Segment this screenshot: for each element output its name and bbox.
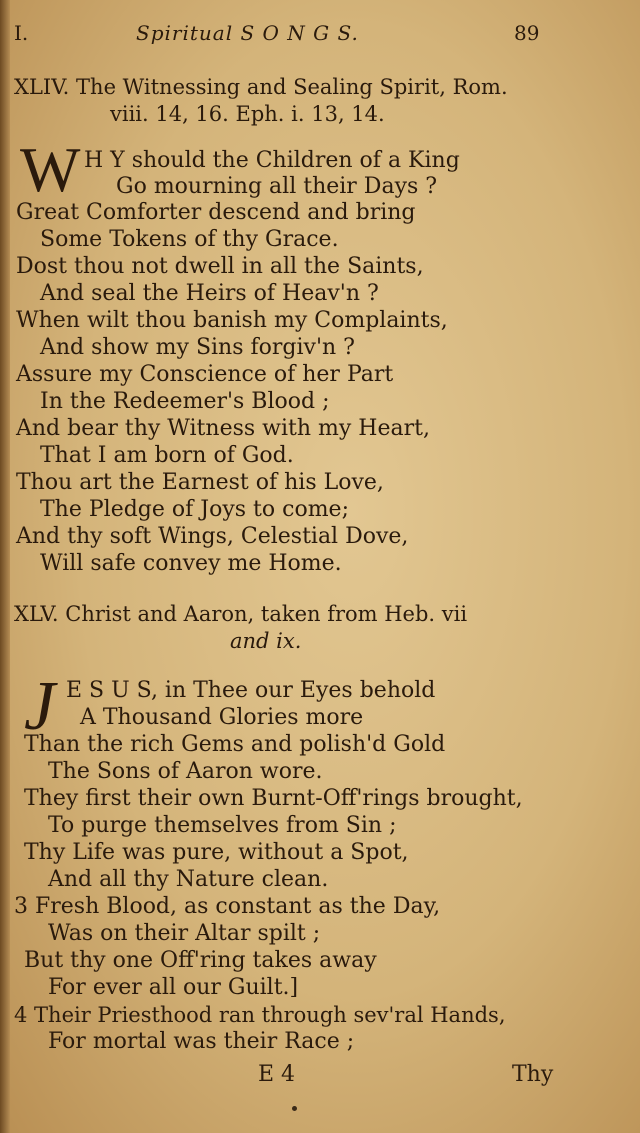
verse-line: They first their own Burnt-Off'rings brought, [24,786,523,811]
header-left-fragment: I. [14,21,29,45]
hymn-45-dropcap: J [24,668,56,745]
verse-line: Dost thou not dwell in all the Saints, [16,254,424,279]
hymn-45-heading: XLV. Christ and Aaron, taken from Heb. vii [14,602,468,626]
verse-line: Thy Life was pure, without a Spot, [24,840,409,865]
verse-line: H Y should the Children of a King [84,148,460,173]
verse-line: Thou art the Earnest of his Love, [16,470,384,495]
verse-line: Great Comforter descend and bring [16,200,416,225]
verse-line: And show my Sins forgiv'n ? [40,335,355,360]
verse-line: The Sons of Aaron wore. [48,759,323,784]
verse-line: That I am born of God. [40,443,294,468]
verse-line: But thy one Off'ring takes away [24,948,377,973]
page-gutter [0,0,10,1133]
verse-line: Will safe convey me Home. [40,551,342,576]
verse-line: 3 Fresh Blood, as constant as the Day, [14,894,441,919]
verse-line: The Pledge of Joys to come; [40,497,349,522]
running-title: Spiritual S O N G S. [136,21,359,45]
verse-line: Go mourning all their Days ? [116,174,438,199]
verse-line: Was on their Altar spilt ; [48,921,321,946]
verse-line: To purge themselves from Sin ; [48,813,397,838]
signature-mark: E 4 [258,1062,296,1087]
hymn-45-heading-cont: and ix. [230,629,302,653]
verse-line: 4 Their Priesthood ran through sev'ral Hands, [14,1003,506,1027]
hymn-44-heading-refs: viii. 14, 16. Eph. i. 13, 14. [110,102,385,126]
verse-line: Some Tokens of thy Grace. [40,227,339,252]
verse-line: And all thy Nature clean. [48,867,329,892]
verse-line: For mortal was their Race ; [48,1029,355,1054]
verse-line: In the Redeemer's Blood ; [40,389,330,414]
verse-line: And seal the Heirs of Heav'n ? [40,281,379,306]
catchword: Thy [512,1062,554,1087]
page-number: 89 [514,21,540,45]
verse-line: And bear thy Witness with my Heart, [16,416,430,441]
hymn-44-heading: XLIV. The Witnessing and Sealing Spirit, Rom. [14,75,508,99]
hymn-44-dropcap: W [20,134,81,205]
verse-line: A Thousand Glories more [80,705,364,730]
verse-line: E S U S, in Thee our Eyes behold [66,678,436,703]
verse-line: For ever all our Guilt.] [48,975,299,1000]
verse-line: When wilt thou banish my Complaints, [16,308,448,333]
verse-line: And thy soft Wings, Celestial Dove, [16,524,409,549]
verse-line: Than the rich Gems and polish'd Gold [24,732,446,757]
verse-line: Assure my Conscience of her Part [16,362,394,387]
page-speck [292,1106,297,1111]
